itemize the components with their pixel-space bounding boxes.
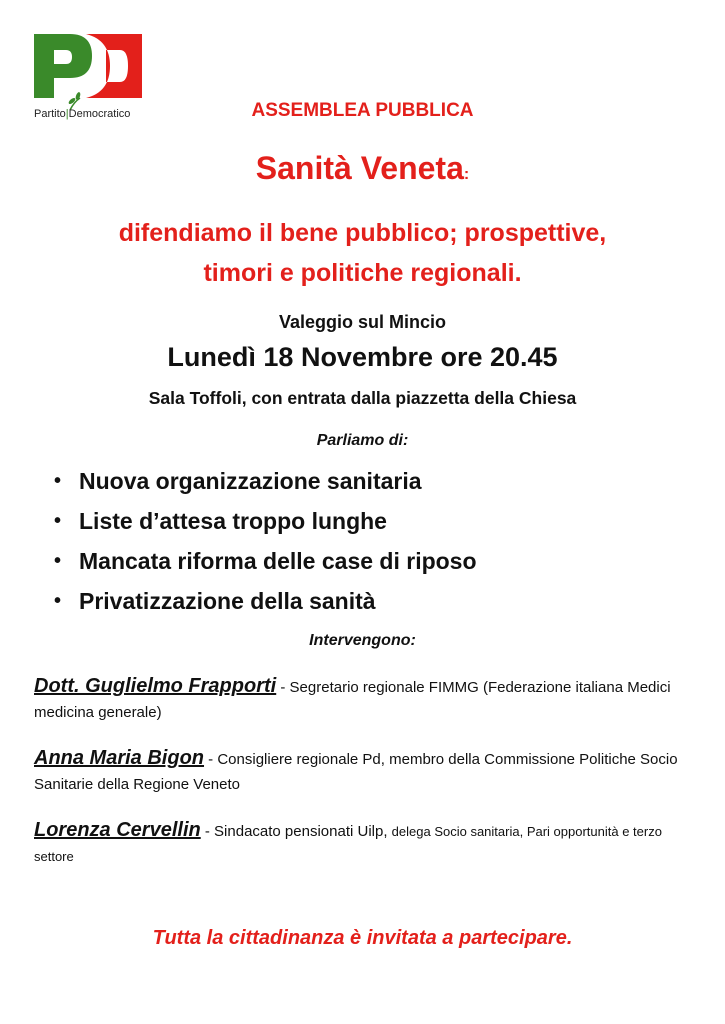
speaker-name: Anna Maria Bigon (34, 747, 205, 769)
event-title-colon: : (463, 166, 470, 183)
topic-text: Liste d’attesa troppo lunghe (79, 508, 387, 534)
topics-heading: Parliamo di: (316, 432, 409, 449)
event-subtitle-line2: timori e politiche regionali. (203, 259, 522, 287)
event-datetime: Lunedì 18 Novembre ore 20.45 (167, 342, 558, 372)
list-item (54, 461, 477, 501)
event-type: ASSEMBLEA PUBBLICA (251, 100, 474, 121)
speaker-role: - Segretario regionale FIMMG (Federazione italiana Medici medicina generale) (34, 679, 671, 721)
bullet-icon: • (54, 510, 62, 532)
speaker-bigon (34, 746, 694, 797)
speaker-role-detail: delega Socio sanitaria, Pari opportunità e terzo settore (34, 824, 662, 864)
bullet-icon: • (54, 550, 62, 572)
event-subtitle-line1: difendiamo il bene pubblico; prospettive, (118, 219, 607, 247)
event-location: Valeggio sul Mincio (278, 312, 447, 332)
event-subtitle (0, 213, 725, 293)
list-item (54, 501, 477, 541)
event-venue: Sala Toffoli, con entrata dalla piazzetta della Chiesa (148, 388, 577, 408)
event-title (0, 150, 725, 187)
list-item (54, 581, 477, 621)
speaker-cervellin (34, 818, 694, 869)
logo-word-democratico: Democratico (68, 108, 131, 120)
speaker-name: Lorenza Cervellin (34, 819, 201, 841)
bullet-icon: • (54, 470, 62, 492)
speaker-role: - Sindacato pensionati Uilp, (200, 823, 392, 840)
topic-text: Nuova organizzazione sanitaria (79, 468, 422, 494)
logo-word-partito: Partito (34, 108, 66, 120)
topics-list (54, 461, 477, 621)
invitation-footer: Tutta la cittadinanza è invitata a partecipare. (152, 927, 573, 949)
speaker-frapporti (34, 674, 694, 725)
topic-text: Mancata riforma delle case di riposo (79, 548, 477, 574)
event-title-text: Sanità Veneta (255, 150, 464, 186)
logo-wordmark: Partito|Democratico (34, 108, 131, 120)
bullet-icon: • (54, 590, 62, 612)
topic-text: Privatizzazione della sanità (79, 588, 376, 614)
list-item (54, 541, 477, 581)
speaker-role: - Consigliere regionale Pd, membro della Commissione Politiche Socio Sanitarie della Regione Veneto (34, 751, 678, 793)
speaker-name: Dott. Guglielmo Frapporti (34, 675, 277, 697)
speakers-heading: Intervengono: (309, 632, 416, 649)
